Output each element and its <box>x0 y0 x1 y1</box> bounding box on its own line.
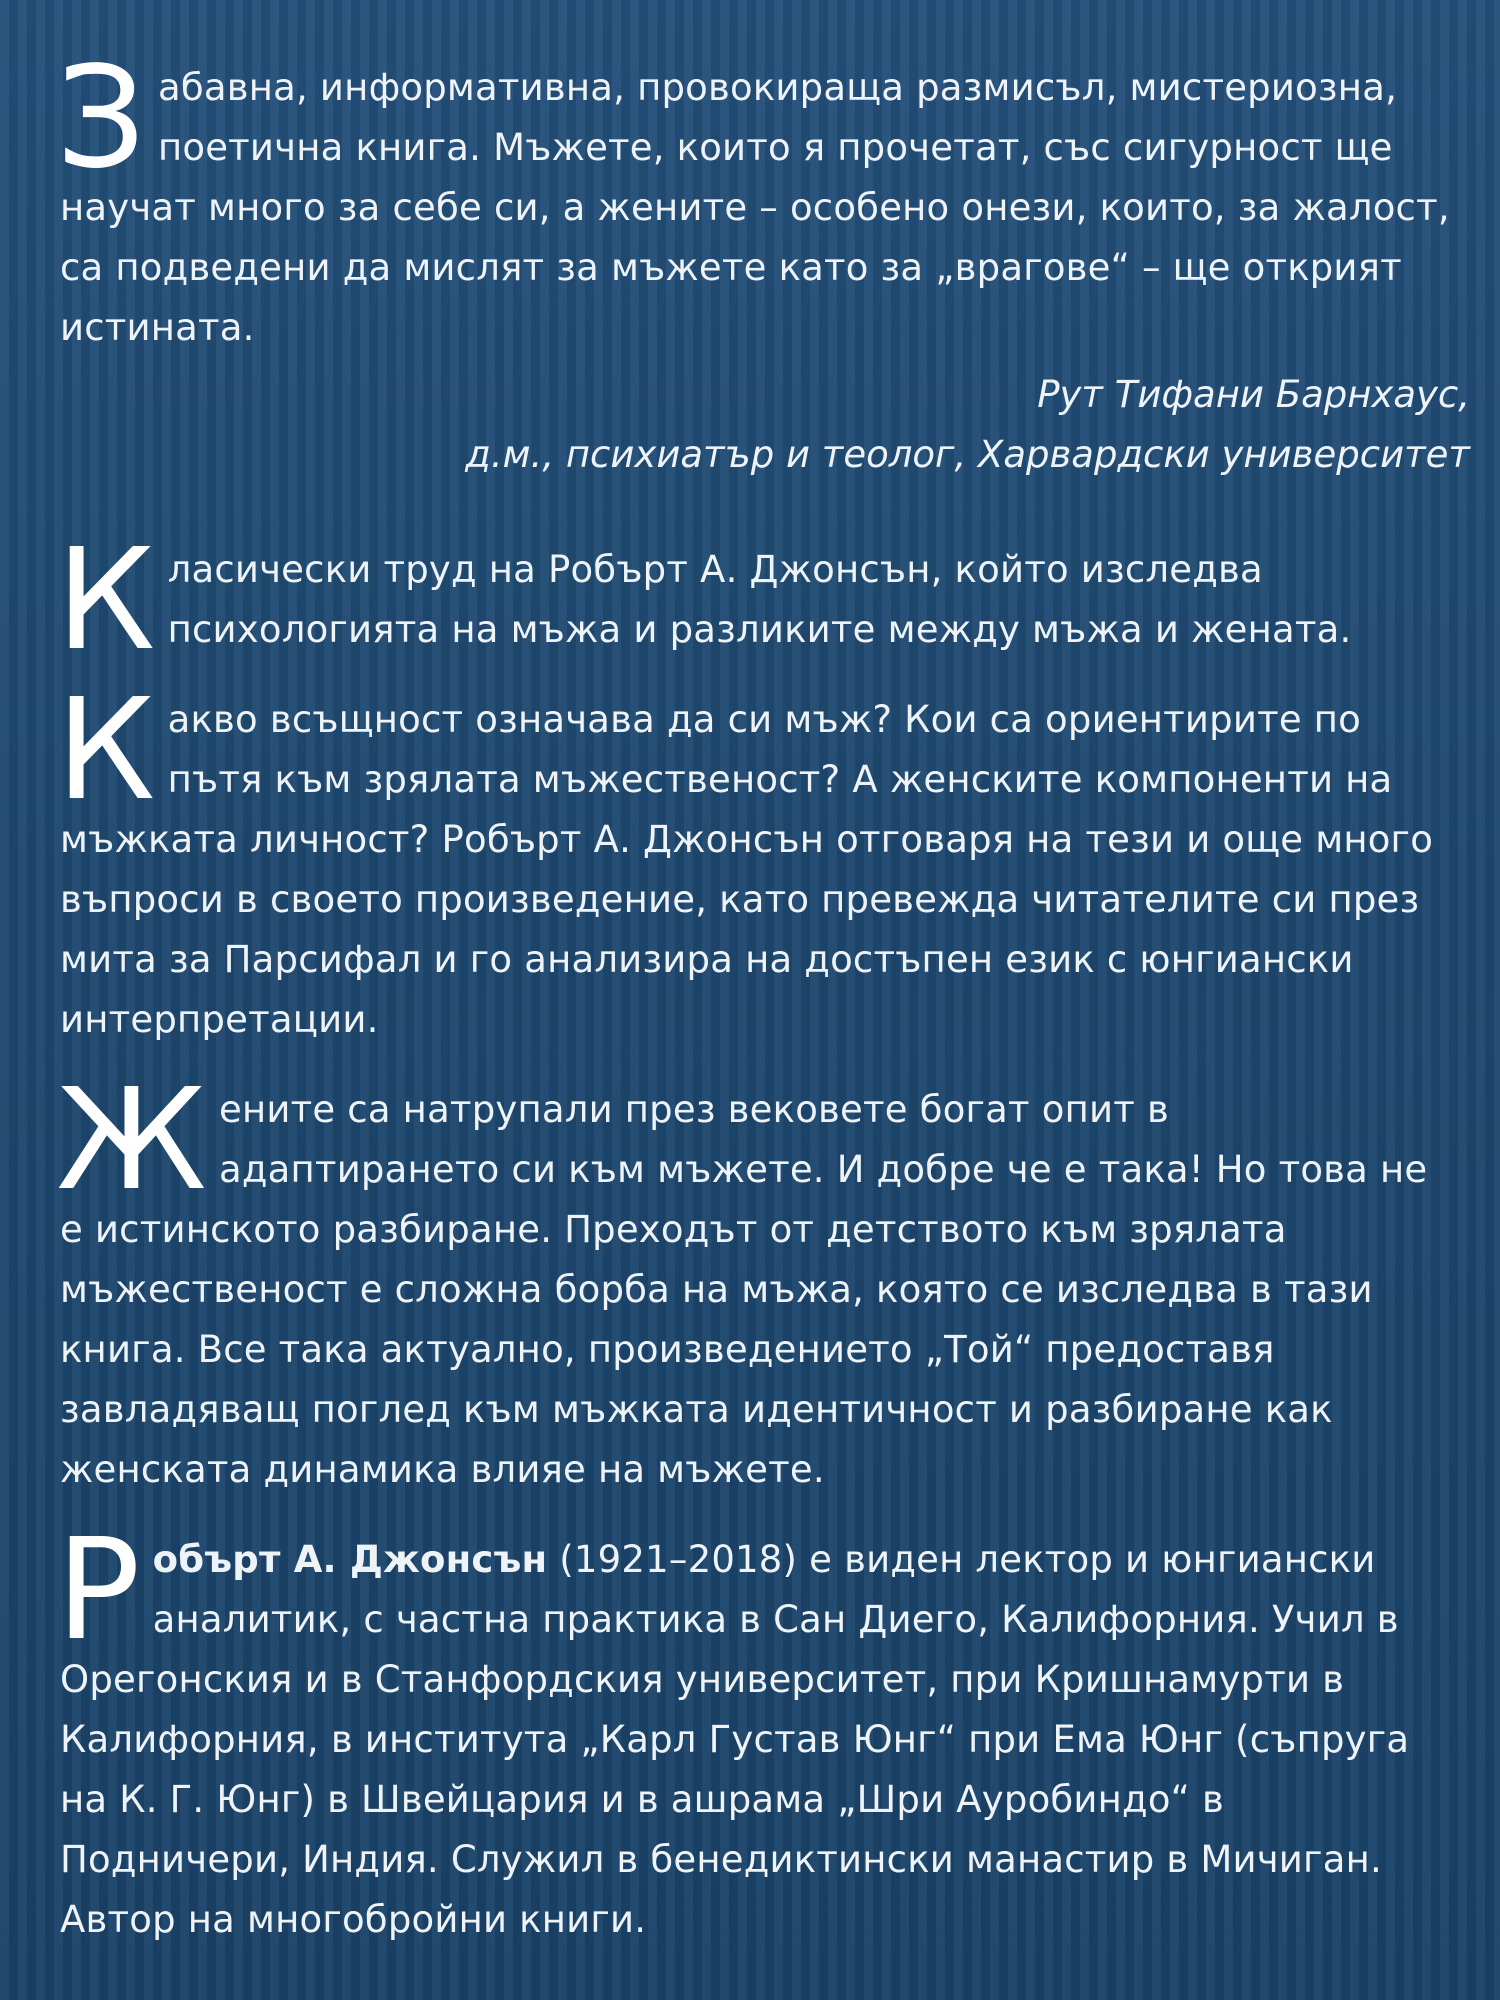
questions-paragraph <box>56 669 1455 1050</box>
women-block <box>56 1059 1455 1500</box>
questions-dropcap: К <box>56 669 156 832</box>
bio-author-name: обърт А. Джонсън <box>152 1538 548 1581</box>
quote-author: Рут Тифани Барнхаус, <box>1037 373 1470 416</box>
quote-dropcap: З <box>56 37 146 200</box>
intro-dropcap: К <box>56 519 156 682</box>
questions-block <box>56 669 1455 1050</box>
bio-text: (1921–2018) е виден лектор и юнгиански аналитик, с частна практика в Сан Диего, Калифорния. Учил в Орегонския и в Станфордския университет, при Кришнамурти в Калифорния, в института „Карл Густав Юнг“ при Ема Юнг (съпруга на К. Г. Юнг) в Швейцария и в ашрама „Шри Ауробиндо“ в Подничери, Индия. Служил в бенедиктински манастир в Мичиган. Автор на многобройни книги. <box>60 1538 1410 1941</box>
quote-block <box>56 37 1455 358</box>
intro-text: ласически труд на Робърт А. Джонсън, който изследва психологията на мъжа и разликите между мъжа и жената. <box>167 548 1352 651</box>
intro-paragraph <box>56 519 1455 682</box>
bio-dropcap: Р <box>56 1509 141 1672</box>
quote-credentials: д.м., психиатър и теолог, Харвардски университет <box>465 433 1470 476</box>
women-text: ените са натрупали през вековете богат опит в адаптирането си към мъжете. И добре че е така! Но това не е истинското разбиране. Преходът от детството към зрялата мъжественост е сложна борба на мъжа, която се изследва в тази книга. Все така актуално, произведението „Той“ предоставя завладяващ поглед към мъжката идентичност и разбиране как женската динамика влияе на мъжете. <box>60 1088 1428 1491</box>
author-bio-paragraph <box>56 1509 1455 1950</box>
questions-text: акво всъщност означава да си мъж? Кои са ориентирите по пътя към зрялата мъжественост? А женските компоненти на мъжката личност? Робърт А. Джонсън отговаря на тези и още много въпроси в своето произведение, като превежда читателите си през мита за Парсифал и го анализира на достъпен език с юнгиански интерпретации. <box>60 698 1434 1041</box>
women-paragraph <box>56 1059 1455 1500</box>
author-bio-block <box>56 1509 1455 1950</box>
quote-paragraph <box>56 37 1455 358</box>
women-dropcap: Ж <box>56 1059 208 1222</box>
intro-block <box>56 519 1455 682</box>
quote-text: абавна, информативна, провокираща размисъл, мистериозна, поетична книга. Мъжете, които я прочетат, със сигурност ще научат много за себе си, а жените – особено онези, които, за жалост, са подведени да мислят за мъжете като за „врагове“ – ще открият истината. <box>60 66 1450 349</box>
